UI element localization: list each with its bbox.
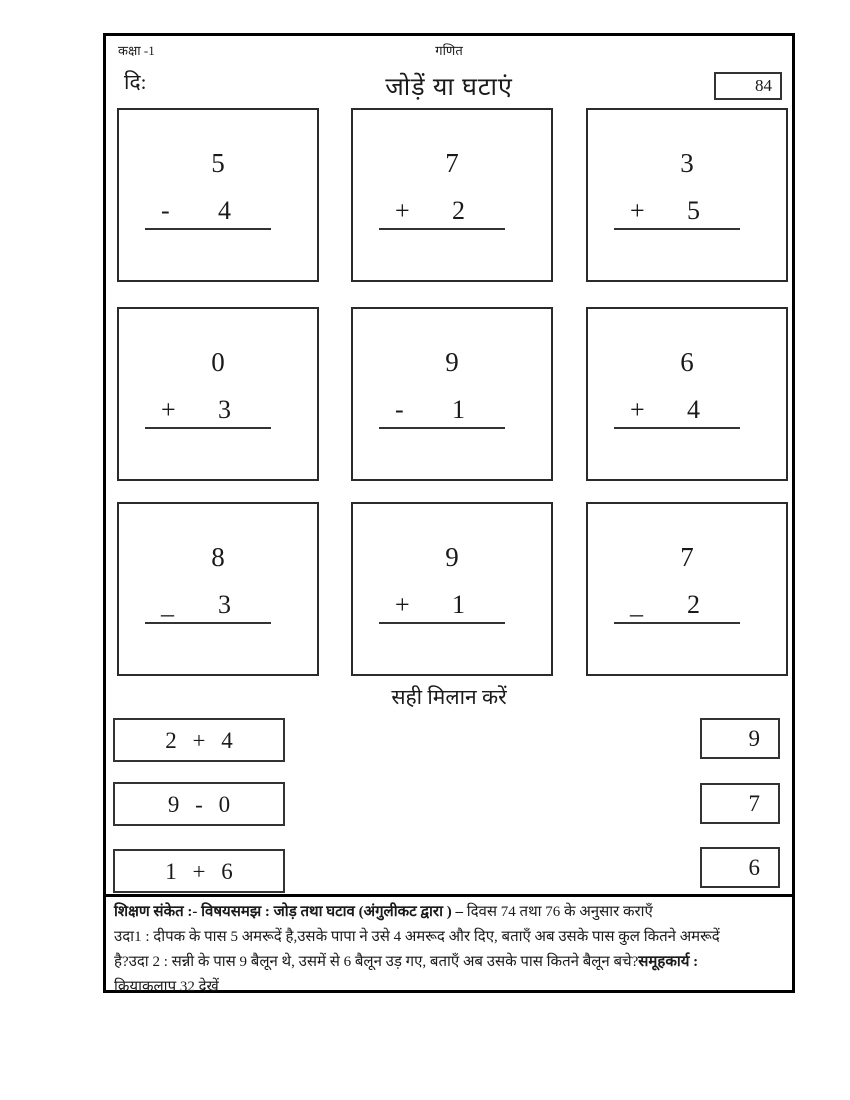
teaching-notes [114,900,790,1000]
answer-box-3: 6 [700,847,780,888]
top-number: 3 [680,148,694,178]
expression-box-3: 1 + 6 [113,849,285,893]
example-1-text: उदा1 : दीपक के पास 5 अमरूदें है,उसके पापा ने उसे 4 अमरूद और दिए, बताएँ अब उसके पास कुल कितने अमरूदें [114,929,720,945]
bottom-number: 3 [218,395,231,424]
bottom-number: 2 [687,590,700,619]
worksheet-frame [103,33,795,993]
operator: + [630,395,645,424]
answer-line [614,590,740,624]
top-number: 9 [445,347,459,377]
operator: _ [630,590,643,619]
page-number: 84 [755,76,772,95]
problem-box-1 [117,108,319,282]
answer-box-2: 7 [700,783,780,824]
top-number: 9 [445,542,459,572]
answer-line [145,196,271,230]
class-label: कक्षा -1 [118,43,155,58]
expression-box-1: 2 + 4 [113,718,285,762]
bottom-number: 4 [687,395,700,424]
answer-line [614,196,740,230]
page-number-box [714,72,782,100]
footer-line-3 [114,950,790,975]
answer-line [145,590,271,624]
problem-box-8 [351,502,553,676]
operator: _ [161,590,174,619]
operator: + [395,590,410,619]
footer-line-2 [114,925,790,950]
groupwork-label: समूहकार्य : [638,954,699,970]
operator: - [161,196,170,225]
activity-reference: क्रियाकलाप 32 देखें [114,979,219,995]
top-number: 5 [211,148,225,178]
example-2-text: है?उदा 2 : सन्नी के पास 9 बैलून थे, उसमें से 6 बैलून उड़ गए, बताएँ अब उसके पास कितने बैलून बचे? [114,954,639,970]
page-title: जोड़ें या घटाएं [385,74,513,101]
operator: + [161,395,176,424]
bottom-number: 1 [452,590,465,619]
top-number: 8 [211,542,225,572]
answer-box-1: 9 [700,718,780,759]
problem-box-5 [351,307,553,481]
top-number: 0 [211,347,225,377]
top-number: 7 [445,148,459,178]
top-number: 7 [680,542,694,572]
problem-box-9 [586,502,788,676]
answer-line [614,395,740,429]
top-number: 6 [680,347,694,377]
expression-box-2: 9 - 0 [113,782,285,826]
problem-box-3 [586,108,788,282]
answer-line [379,590,505,624]
bottom-number: 1 [452,395,465,424]
bottom-number: 2 [452,196,465,225]
problem-box-2 [351,108,553,282]
bottom-number: 3 [218,590,231,619]
answer-line [145,395,271,429]
footer-line-1 [114,900,790,925]
problem-box-4 [117,307,319,481]
bottom-number: 5 [687,196,700,225]
footer-line-4 [114,975,790,1000]
subject-label: गणित [435,43,463,58]
operator: + [630,196,645,225]
answer-line [379,196,505,230]
footer-divider [103,894,795,897]
bottom-number: 4 [218,196,231,225]
problem-box-6 [586,307,788,481]
problem-box-7 [117,502,319,676]
operator: - [395,395,404,424]
teaching-hint-label: शिक्षण संकेत :- विषयसमझ : जोड़ तथा घटाव (अंगुलीकट द्वारा ) – [114,904,467,920]
teaching-hint-rest: दिवस 74 तथा 76 के अनुसार कराएँ [466,904,653,920]
operator: + [395,196,410,225]
date-label: दि: [124,70,147,94]
matching-heading: सही मिलान करें [391,685,507,709]
answer-line [379,395,505,429]
